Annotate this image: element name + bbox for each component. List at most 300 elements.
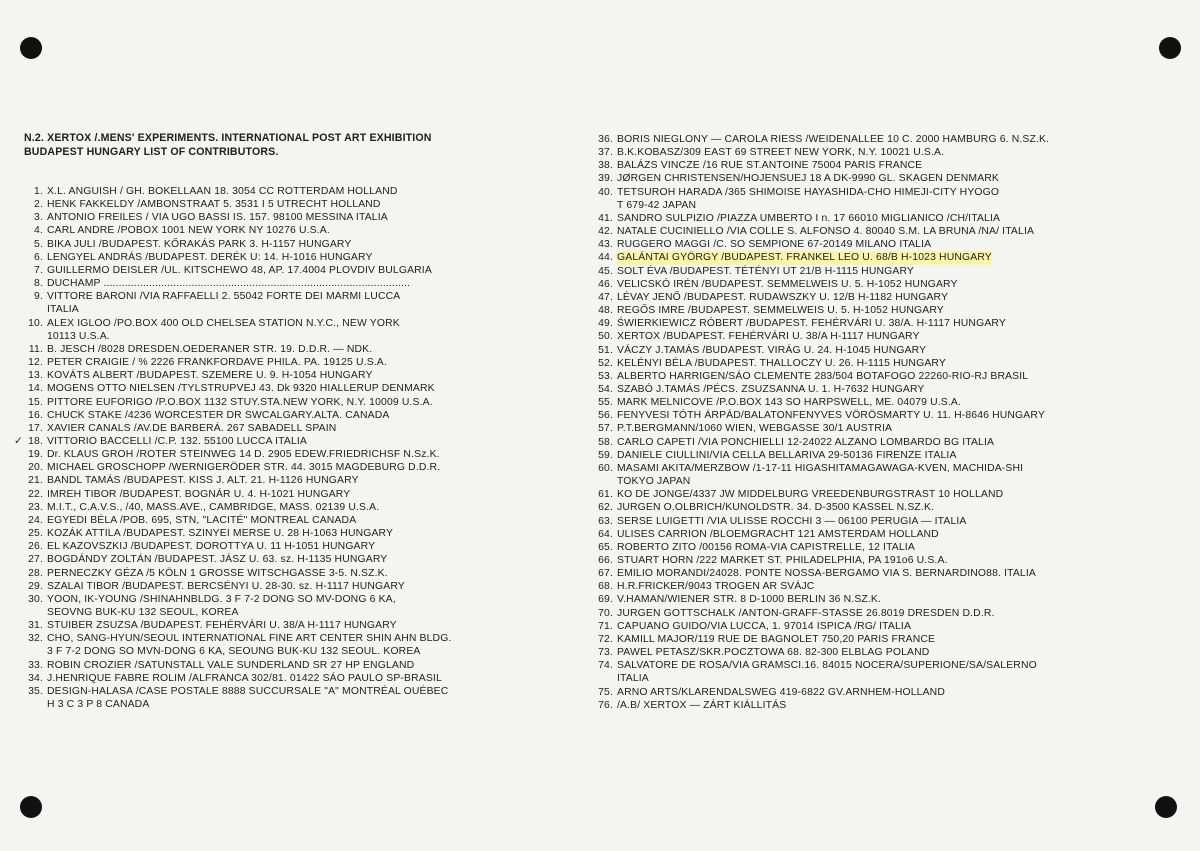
entry-number: 36. — [598, 134, 613, 145]
entry-number: 68. — [598, 581, 613, 593]
entry-number: 5. — [34, 238, 43, 250]
contributor-entry — [20, 685, 540, 711]
entry-number: 38. — [598, 160, 613, 172]
contributor-entry — [20, 238, 540, 251]
contributor-entry — [590, 212, 1175, 225]
entry-text — [617, 238, 931, 251]
entry-text — [47, 198, 381, 211]
entry-line: P.T.BERGMANN/1060 WIEN, WEBGASSE 30/1 AUSTRIA — [617, 423, 893, 435]
contributor-entry — [20, 396, 540, 409]
contributor-entry — [20, 422, 540, 435]
entry-text — [47, 619, 397, 632]
contributor-entry — [20, 514, 540, 527]
entry-line: PERNECZKY GÉZA /5 KÖLN 1 GROSSE WITSCHGASSE 3-5. N.SZ.K. — [47, 567, 388, 579]
entry-text — [617, 515, 967, 528]
entry-text — [617, 186, 999, 212]
entry-line: MOGENS OTTO NIELSEN /TYLSTRUPVEJ 43. Dk 9320 HIALLERUP DENMARK — [47, 383, 435, 395]
contributor-entry — [20, 264, 540, 277]
contributor-entry — [590, 528, 1175, 541]
entry-number: 27. — [28, 554, 43, 566]
entry-text — [47, 251, 373, 264]
entry-number: 22. — [28, 488, 43, 500]
entry-line: NATALE CUCINIELLO /VIA COLLE S. ALFONSO 4. 80040 S.M. LA BRUNA /NA/ ITALIA — [617, 226, 1035, 238]
entry-text — [617, 146, 944, 159]
entry-number: 25. — [28, 528, 43, 540]
entry-number: 4. — [34, 225, 43, 237]
entry-line: VELICSKÓ IRÉN /BUDAPEST. SEMMELWEIS U. 5. H-1052 HUNGARY — [617, 278, 958, 290]
entry-line: ARNO ARTS/KLARENDALSWEG 419-6822 GV.ARNHEM-HOLLAND — [617, 686, 945, 698]
entry-number: 23. — [28, 501, 43, 513]
entry-text — [617, 699, 786, 712]
entry-line: RUGGERO MAGGI /C. SO SEMPIONE 67-20149 MILANO ITALIA — [617, 239, 932, 251]
entry-line: MASAMI AKITA/MERZBOW /1-17-11 HIGASHITAMAGAWAGA-KVEN, MACHIDA-SHI — [617, 462, 1024, 474]
entry-text — [617, 488, 1003, 501]
entry-text — [617, 291, 948, 304]
entry-text — [47, 356, 387, 369]
contributor-entry — [590, 357, 1175, 370]
entry-text — [47, 369, 373, 382]
contributor-entry — [590, 436, 1175, 449]
entry-number: 7. — [34, 264, 43, 276]
entry-line: ITALIA — [617, 673, 649, 685]
punch-hole-bottom-right — [1155, 796, 1177, 818]
entry-line: BOGDÁNDY ZOLTÁN /BUDAPEST. JÁSZ U. 63. sz. H-1135 HUNGARY — [47, 554, 388, 566]
entry-line: STUIBER ZSUZSA /BUDAPEST. FEHÉRVÁRI U. 38/A H-1117 HUNGARY — [47, 620, 397, 632]
entry-line: GUILLERMO DEISLER /UL. KITSCHEWO 48, AP. 17.4004 PLOVDIV BULGARIA — [47, 264, 432, 276]
entry-text — [47, 685, 448, 711]
entry-number: 16. — [28, 409, 43, 421]
entry-number: 15. — [28, 396, 43, 408]
entry-number: 61. — [598, 489, 613, 501]
entry-text — [617, 133, 1049, 146]
contributor-entry — [20, 277, 540, 290]
entry-number: 42. — [598, 226, 613, 238]
entry-line: HENK FAKKELDY /AMBONSTRAAT 5. 3531 I 5 UTRECHT HOLLAND — [47, 199, 381, 211]
entry-line: CARLO CAPETI /VIA PONCHIELLI 12-24022 ALZANO LOMBARDO BG ITALIA — [617, 436, 995, 448]
entry-number: 9. — [34, 291, 43, 303]
entry-number: 70. — [598, 607, 613, 619]
contributor-entry — [590, 265, 1175, 278]
entry-number: 46. — [598, 278, 613, 290]
contributor-entry — [590, 186, 1175, 212]
contributor-entry — [20, 409, 540, 422]
entry-text — [617, 528, 939, 541]
entry-number: 10. — [28, 317, 43, 329]
entry-number: 33. — [28, 659, 43, 671]
entry-line: SERSE LUIGETTI /VIA ULISSE ROCCHI 3 — 06100 PERUGIA — ITALIA — [617, 515, 967, 527]
entry-line: XERTOX /BUDAPEST. FEHÉRVÁRI U. 38/A H-1117 HUNGARY — [617, 331, 920, 343]
document-title — [20, 131, 540, 159]
entry-line: B.K.KOBASZ/309 EAST 69 STREET NEW YORK, N.Y. 10021 U.S.A. — [617, 147, 945, 159]
entry-number: 41. — [598, 212, 613, 224]
entry-line: KO DE JONGE/4337 JW MIDDELBURG VREEDENBURGSTRAST 10 HOLLAND — [617, 489, 1004, 501]
entry-text — [617, 633, 935, 646]
entry-number: 60. — [598, 462, 613, 474]
contributor-entry — [590, 251, 1175, 264]
entry-text — [617, 317, 1006, 330]
entry-text — [617, 422, 892, 435]
entry-line: KELÉNYI BÉLA /BUDAPEST. THALLOCZY U. 26. H-1115 HUNGARY — [617, 357, 946, 369]
contributor-entry — [590, 686, 1175, 699]
entry-number: 50. — [598, 331, 613, 343]
entry-text — [47, 211, 388, 224]
entry-text — [617, 567, 1036, 580]
entry-line: SOLT ÉVA /BUDAPEST. TÉTÉNYI UT 21/B H-1115 HUNGARY — [617, 265, 914, 277]
entry-text — [617, 620, 911, 633]
contributor-entry — [590, 422, 1175, 435]
entry-text — [47, 501, 379, 514]
entry-number: 14. — [28, 383, 43, 395]
entry-text — [47, 593, 396, 619]
entry-line: SZALAI TIBOR /BUDAPEST. BERCSÉNYI U. 28-30. sz. H-1117 HUNGARY — [47, 580, 405, 592]
check-mark: ✓ — [14, 435, 23, 447]
entry-text — [617, 344, 926, 357]
contributor-entry — [20, 553, 540, 566]
entry-line: STUART HORN /222 MARKET ST. PHILADELPHIA, PA 191o6 U.S.A. — [617, 555, 948, 566]
entry-line: ROBIN CROZIER /SATUNSTALL VALE SUNDERLAND SR 27 HP ENGLAND — [47, 659, 415, 671]
entry-number: 39. — [598, 173, 613, 185]
entry-text — [617, 172, 999, 185]
entry-line: CHO, SANG-HYUN/SEOUL INTERNATIONAL FINE ART CENTER SHIN AHN BLDG. — [47, 633, 452, 645]
entry-line: LÉVAY JENŐ /BUDAPEST. RUDAWSZKY U. 12/B H-1182 HUNGARY — [617, 291, 949, 303]
entry-number: 6. — [34, 251, 43, 263]
entry-text — [617, 330, 920, 343]
entry-text — [617, 646, 929, 659]
entry-line: B. JESCH /8028 DRESDEN.OEDERANER STR. 19. D.D.R. — NDK. — [47, 343, 373, 355]
entry-line: JURGEN O.OLBRICH/KUNOLDSTR. 34. D-3500 KASSEL N.SZ.K. — [617, 502, 935, 514]
entry-text — [47, 540, 375, 553]
contributor-entry — [20, 343, 540, 356]
entry-number: 37. — [598, 147, 613, 159]
entry-text — [617, 396, 961, 409]
entry-number: 63. — [598, 515, 613, 527]
contributor-entry — [590, 409, 1175, 422]
entry-number: 54. — [598, 383, 613, 395]
contributor-entry — [20, 501, 540, 514]
entry-number: 73. — [598, 647, 613, 659]
contributor-entry — [20, 356, 540, 369]
entry-text — [617, 357, 946, 370]
entry-line: Dr. KLAUS GROH /ROTER STEINWEG 14 D. 2905 EDEW.FRIEDRICHSF N.Sz.K. — [47, 449, 440, 461]
entry-line: JURGEN GOTTSCHALK /ANTON-GRAFF-STASSE 26.8019 DRESDEN D.D.R. — [617, 607, 995, 619]
entry-line: EL KAZOVSZKIJ /BUDAPEST. DOROTTYA U. 11 H-1051 HUNGARY — [47, 541, 376, 553]
title-line: BUDAPEST HUNGARY LIST OF CONTRIBUTORS. — [24, 146, 279, 158]
entry-line: VÁCZY J.TAMÁS /BUDAPEST. VIRÁG U. 24. H-1045 HUNGARY — [617, 344, 927, 356]
entry-line: BORIS NIEGLONY — CAROLA RIESS /WEIDENALLEE 10 C. 2000 HAMBURG 6. N.SZ.K. — [617, 134, 1050, 145]
entry-text — [617, 212, 1000, 225]
entry-line: ITALIA — [47, 304, 79, 316]
entry-line: /A.B/ XERTOX — ZÁRT KIÁLLITÁS — [617, 699, 787, 711]
contributor-entry — [20, 198, 540, 211]
entry-number: 72. — [598, 633, 613, 645]
entry-number: 53. — [598, 370, 613, 382]
contributor-entry — [20, 461, 540, 474]
entry-line: EGYEDI BÉLA /POB. 695, STN, "LACITÉ" MONTREAL CANADA — [47, 514, 357, 526]
contributor-entry — [20, 567, 540, 580]
contributor-entry — [590, 370, 1175, 383]
contributor-entry — [590, 146, 1175, 159]
contributor-entry — [590, 541, 1175, 554]
contributor-entry — [20, 251, 540, 264]
contributor-entry — [590, 515, 1175, 528]
contributor-entry — [20, 474, 540, 487]
entry-line: SZABÓ J.TAMÁS /PÉCS. ZSUZSANNA U. 1. H-7632 HUNGARY — [617, 383, 925, 395]
entry-line: BALÁZS VINCZE /16 RUE ST.ANTOINE 75004 PARIS FRANCE — [617, 160, 923, 172]
contributor-entry — [590, 172, 1175, 185]
entry-text — [47, 224, 330, 237]
entry-line: H.R.FRICKER/9043 TROGEN AR SVÁJC — [617, 581, 815, 593]
entry-text — [47, 461, 440, 474]
entry-text — [47, 659, 414, 672]
entry-text — [617, 304, 944, 317]
entry-text — [617, 501, 934, 514]
entry-line: ULISES CARRION /BLOEMGRACHT 121 AMSTERDAM HOLLAND — [617, 528, 939, 540]
left-column — [14, 131, 540, 711]
entry-number: 24. — [28, 514, 43, 526]
entry-line: KOZÁK ATTILA /BUDAPEST. SZINYEI MERSE U. 28 H-1063 HUNGARY — [47, 528, 394, 540]
entry-number: 56. — [598, 410, 613, 422]
punch-hole-top-right — [1159, 37, 1181, 59]
entry-line: MICHAEL GROSCHOPP /WERNIGERÖDER STR. 44. 3015 MAGDEBURG D.D.R. — [47, 462, 441, 474]
contributor-entry — [20, 317, 540, 343]
entry-line: REGŐS IMRE /BUDAPEST. SEMMELWEIS U. 5. H-1052 HUNGARY — [617, 305, 944, 317]
entry-number: 52. — [598, 357, 613, 369]
entry-line: TOKYO JAPAN — [617, 476, 691, 488]
entry-line: VITTORE BARONI /VIA RAFFAELLI 2. 55042 FORTE DEI MARMI LUCCA — [47, 291, 401, 303]
entry-number: 30. — [28, 593, 43, 605]
entry-number: 51. — [598, 344, 613, 356]
entry-number: 45. — [598, 265, 613, 277]
contributor-entry — [590, 488, 1175, 501]
entry-line: ALBERTO HARRIGEN/SÁO CLEMENTE 283/504 BOTAFOGO 22260-RIO-RJ BRASIL — [617, 370, 1029, 382]
entry-number: 43. — [598, 239, 613, 251]
entry-text — [617, 383, 925, 396]
entry-line: ANTONIO FREILES / VIA UGO BASSI IS. 157. 98100 MESSINA ITALIA — [47, 212, 388, 224]
contributor-entry — [590, 580, 1175, 593]
entry-text — [617, 449, 957, 462]
entry-line: T 679-42 JAPAN — [617, 199, 697, 211]
entry-number: 57. — [598, 423, 613, 435]
entry-number: 1. — [34, 186, 43, 197]
entry-number: 64. — [598, 528, 613, 540]
entry-text — [617, 409, 1045, 422]
contributor-entry — [20, 672, 540, 685]
entry-text — [617, 370, 1028, 383]
contributor-entry — [590, 133, 1175, 146]
entry-number: 18. ✓ — [14, 435, 43, 447]
entry-number: 44. — [598, 252, 613, 264]
entry-text — [617, 593, 881, 606]
entry-number: 59. — [598, 449, 613, 461]
entry-number: 62. — [598, 502, 613, 514]
entry-number: 75. — [598, 686, 613, 698]
entry-line: FENYVESI TÓTH ÁRPÁD/BALATONFENYVES VÖRÖSMARTY U. 11. H-8646 HUNGARY — [617, 410, 1045, 422]
entry-number: 40. — [598, 186, 613, 198]
punch-hole-top-left — [20, 37, 42, 59]
contributor-entry — [20, 369, 540, 382]
entry-text — [47, 396, 433, 409]
punch-hole-bottom-left — [20, 796, 42, 818]
entry-line: YOON, IK-YOUNG /SHINAHNBLDG. 3 F 7-2 DONG SO MV-DONG 6 KA, — [47, 593, 396, 605]
contributor-entry — [20, 659, 540, 672]
contributor-entry — [14, 435, 540, 448]
entry-line: VITTORIO BACCELLI /C.P. 132. 55100 LUCCA ITALIA — [47, 435, 307, 447]
entry-number: 66. — [598, 555, 613, 566]
entry-number: 71. — [598, 620, 613, 632]
entry-number: 19. — [28, 449, 43, 461]
entry-text — [617, 251, 992, 264]
entry-number: 12. — [28, 357, 43, 369]
contributors-list-left — [14, 185, 540, 711]
entry-number: 20. — [28, 462, 43, 474]
entry-number: 26. — [28, 541, 43, 553]
contributor-entry — [590, 396, 1175, 409]
entry-line: TETSUROH HARADA /365 SHIMOISE HAYASHIDA-CHO HIMEJI-CITY HYOGO — [617, 186, 1000, 198]
entry-line: PETER CRAIGIE / % 2226 FRANKFORDAVE PHILA. PA. 19125 U.S.A. — [47, 357, 387, 369]
contributor-entry — [590, 304, 1175, 317]
entry-number: 34. — [28, 672, 43, 684]
contributor-entry — [590, 462, 1175, 488]
entry-number: 49. — [598, 318, 613, 330]
entry-number: 8. — [34, 278, 43, 290]
contributor-entry — [590, 646, 1175, 659]
contributor-entry — [20, 580, 540, 593]
entry-text — [617, 580, 814, 593]
contributor-entry — [590, 225, 1175, 238]
contributor-entry — [590, 659, 1175, 685]
entry-text — [617, 541, 915, 554]
entry-text — [617, 686, 945, 699]
contributor-entry — [590, 291, 1175, 304]
entry-number: 35. — [28, 685, 43, 697]
entry-text — [617, 159, 922, 172]
entry-text — [617, 436, 994, 449]
entry-number: 69. — [598, 594, 613, 606]
entry-line: H 3 C 3 P 8 CANADA — [47, 699, 150, 711]
entry-line: IMREH TIBOR /BUDAPEST. BOGNÁR U. 4. H-1021 HUNGARY — [47, 488, 351, 500]
contributor-entry — [590, 607, 1175, 620]
contributor-entry — [20, 619, 540, 632]
entry-line: ŚWIERKIEWICZ RÓBERT /BUDAPEST. FEHÉRVÁRI U. 38/A. H-1117 HUNGARY — [617, 318, 1006, 330]
entry-line: BANDL TAMÁS /BUDAPEST. KISS J. ALT. 21. H-1126 HUNGARY — [47, 475, 359, 487]
entry-line: SEOVNG BUK-KU 132 SEOUL, KOREA — [47, 607, 239, 618]
contributor-entry — [20, 382, 540, 395]
entry-line: V.HAMAN/WIENER STR. 8 D-1000 BERLIN 36 N.SZ.K. — [617, 594, 882, 606]
entry-text — [617, 462, 1023, 488]
entry-line: ROBERTO ZITO /00156 ROMA-VIA CAPISTRELLE, 12 ITALIA — [617, 541, 915, 553]
entry-number: 47. — [598, 291, 613, 303]
entry-text — [47, 448, 440, 461]
entry-line: X.L. ANGUISH / GH. BOKELLAAN 18. 3054 CC ROTTERDAM HOLLAND — [47, 186, 398, 197]
entry-number: 31. — [28, 620, 43, 632]
entry-number: 2. — [34, 199, 43, 211]
entry-line: CARL ANDRE /POBOX 1001 NEW YORK NY 10276 U.S.A. — [47, 225, 330, 237]
entry-number: 13. — [28, 370, 43, 382]
contributor-entry — [590, 699, 1175, 712]
entry-line: MARK MELNICOVE /P.O.BOX 143 SO HARPSWELL, ME. 04079 U.S.A. — [617, 397, 962, 409]
contributor-entry — [20, 185, 540, 198]
contributor-entry — [590, 344, 1175, 357]
entry-number: 32. — [28, 633, 43, 645]
contributor-entry — [20, 593, 540, 619]
entry-text — [47, 567, 388, 580]
entry-line: 3 F 7-2 DONG SO MVN-DONG 6 KA, SEOUNG BUK-KU 132 SEOUL. KOREA — [47, 646, 421, 658]
entry-text — [47, 290, 400, 316]
contributor-entry — [20, 448, 540, 461]
contributor-entry — [590, 620, 1175, 633]
entry-text — [47, 409, 389, 422]
contributors-list-right — [590, 133, 1175, 712]
entry-text — [47, 580, 405, 593]
entry-text — [47, 382, 435, 395]
entry-text — [617, 607, 995, 620]
entry-line: XAVIER CANALS /AV.DE BARBERÁ. 267 SABADELL SPAIN — [47, 422, 337, 434]
contributor-entry — [20, 540, 540, 553]
entry-text — [617, 278, 958, 291]
entry-text — [47, 185, 398, 198]
contributor-entry — [20, 290, 540, 316]
entry-text — [47, 474, 359, 487]
entry-text — [617, 225, 1034, 238]
entry-line: JØRGEN CHRISTENSEN/HOJENSUEJ 18 A DK-9990 GL. SKAGEN DENMARK — [617, 173, 1000, 185]
entry-number: 76. — [598, 699, 613, 711]
entry-line: GALÁNTAI GYÖRGY /BUDAPEST. FRANKEL LEO U. 68/B H-1023 HUNGARY — [617, 252, 992, 264]
entry-line: CAPUANO GUIDO/VIA LUCCA, 1. 97014 ISPICA /RG/ ITALIA — [617, 620, 912, 632]
entry-line: KAMILL MAJOR/119 RUE DE BAGNOLET 750,20 PARIS FRANCE — [617, 633, 936, 645]
title-line: N.2. XERTOX /.MENS' EXPERIMENTS. INTERNATIONAL POST ART EXHIBITION — [24, 132, 432, 144]
entry-line: J.HENRIQUE FABRE ROLIM /ALFRANCA 302/81. 01422 SÁO PAULO SP-BRASIL — [47, 672, 442, 684]
entry-number: 28. — [28, 567, 43, 579]
entry-text — [47, 422, 336, 435]
entry-line: DUCHAMP ..................................................................................................... — [47, 278, 411, 290]
entry-text — [47, 632, 451, 658]
contributor-entry — [590, 593, 1175, 606]
contributor-entry — [590, 330, 1175, 343]
right-column — [590, 133, 1175, 712]
entry-number: 48. — [598, 305, 613, 317]
entry-text — [617, 265, 914, 278]
contributor-entry — [590, 567, 1175, 580]
entry-line: 10113 U.S.A. — [47, 330, 110, 342]
entry-number: 58. — [598, 436, 613, 448]
contributor-entry — [20, 527, 540, 540]
entry-number: 17. — [28, 422, 43, 434]
entry-text — [47, 277, 410, 290]
entry-line: LENGYEL ANDRÁS /BUDAPEST. DERÉK U: 14. H-1016 HUNGARY — [47, 251, 373, 263]
contributor-entry — [590, 383, 1175, 396]
entry-line: DESIGN-HALASA /CASE POSTALE 8888 SUCCURSALE "A" MONTRÉAL OUÉBEC — [47, 685, 449, 697]
entry-line: PITTORE EUFORIGO /P.O.BOX 1132 STUY.STA.NEW YORK, N.Y. 10009 U.S.A. — [47, 396, 433, 408]
entry-line: BIKA JULI /BUDAPEST. KŐRAKÁS PARK 3. H-1157 HUNGARY — [47, 238, 352, 250]
entry-text — [47, 527, 393, 540]
entry-text — [47, 514, 356, 527]
entry-text — [47, 264, 432, 277]
entry-line: PAWEL PETASZ/SKR.POCZTOWA 68. 82-300 ELBLAG POLAND — [617, 647, 930, 659]
entry-line: ALEX IGLOO /PO.BOX 400 OLD CHELSEA STATION N.Y.C., NEW YORK — [47, 317, 400, 329]
entry-text — [47, 317, 400, 343]
entry-text — [47, 672, 442, 685]
entry-text — [617, 554, 948, 567]
contributor-entry — [20, 211, 540, 224]
contributor-entry — [590, 449, 1175, 462]
entry-number: 21. — [28, 475, 43, 487]
contributor-entry — [590, 554, 1175, 567]
contributor-entry — [590, 159, 1175, 172]
entry-line: SANDRO SULPIZIO /PIAZZA UMBERTO I n. 17 66010 MIGLIANICO /CH/ITALIA — [617, 212, 1001, 224]
entry-number: 67. — [598, 568, 613, 580]
contributor-entry — [20, 224, 540, 237]
entry-line: SALVATORE DE ROSA/VIA GRAMSCI.16. 84015 NOCERA/SUPERIONE/SA/SALERNO — [617, 660, 1037, 672]
